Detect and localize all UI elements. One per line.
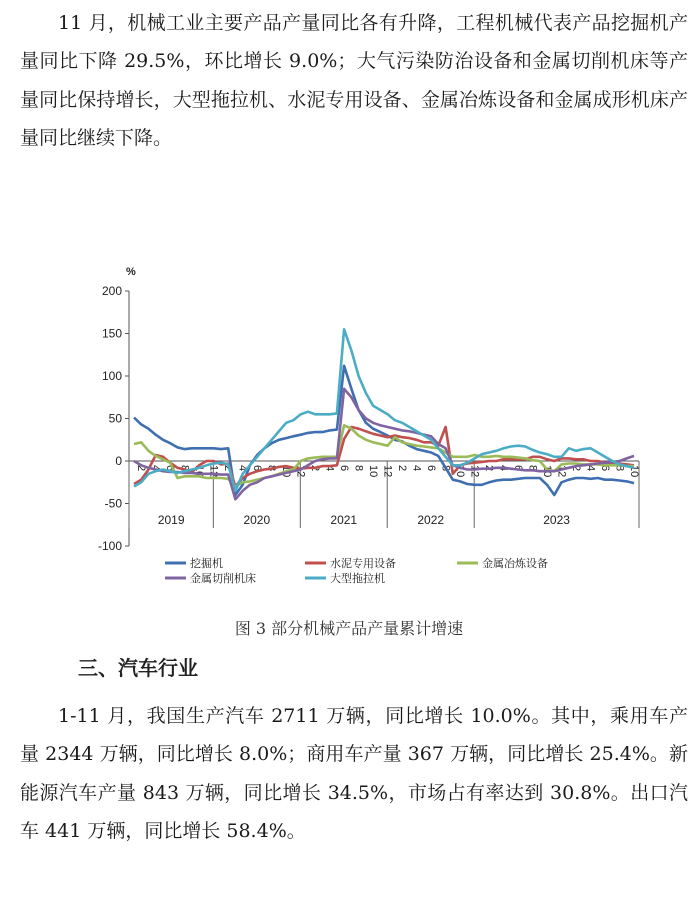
month-tick-label: 10 — [279, 465, 292, 478]
month-tick-label: 10 — [540, 465, 553, 478]
month-tick-label: 4 — [497, 465, 510, 472]
y-tick-label: -50 — [104, 496, 122, 511]
month-tick-label: 12 — [468, 465, 481, 478]
month-tick-label: 12 — [381, 465, 394, 478]
month-tick-label: 4 — [410, 465, 423, 472]
y-tick-label: 200 — [101, 284, 122, 298]
month-tick-label: 8 — [613, 465, 626, 472]
month-tick-label: 6 — [598, 465, 611, 472]
legend-label: 金属切削机床 — [190, 573, 256, 585]
chart-legend — [165, 556, 548, 585]
y-tick-label: 50 — [108, 411, 122, 426]
month-tick-label: 10 — [453, 465, 466, 478]
month-tick-label: 6 — [337, 465, 350, 472]
month-tick-label: 2 — [482, 465, 495, 472]
year-label: 2020 — [243, 513, 271, 527]
intro-paragraph: 11 月，机械工业主要产品产量同比各有升降，工程机械代表产品挖掘机产量同比下降 29.5%，环比增长 9.0%；大气污染防治设备和金属切削机床等产量同比保持增长，大型拖拉机、水泥专用设备、金属冶炼设备和金属成形机床产量同比继续下降。 — [20, 12, 688, 150]
month-tick-label: 2 — [569, 465, 582, 472]
month-tick-label: 4 — [236, 465, 249, 472]
month-tick-label: 10 — [366, 465, 379, 478]
y-tick-label: -100 — [97, 539, 122, 553]
auto-paragraph: 1-11 月，我国生产汽车 2711 万辆，同比增长 10.0%。其中，乘用车产量 2344 万辆，同比增长 8.0%；商用车产量 367 万辆，同比增长 25.4%。新能源汽车产量 843 万辆，同比增长 34.5%，市场占有率达到 30.8%。出口汽车 441 万辆，同比增长 58.4%。 — [20, 705, 688, 843]
legend-label: 挖掘机 — [190, 558, 223, 570]
legend-label: 水泥专用设备 — [330, 558, 396, 570]
month-tick-label: 8 — [178, 465, 191, 472]
year-label: 2021 — [330, 513, 358, 527]
production-growth-chart — [70, 262, 650, 612]
year-label: 2022 — [417, 513, 445, 527]
month-tick-label: 6 — [250, 465, 263, 472]
year-label: 2019 — [157, 513, 185, 527]
month-tick-label: 10 — [627, 465, 640, 478]
month-tick-label: 4 — [584, 465, 597, 472]
month-tick-label: 12 — [555, 465, 568, 478]
month-tick-label: 6 — [424, 465, 437, 472]
y-tick-label: 150 — [101, 326, 122, 341]
y-axis — [98, 284, 129, 553]
month-tick-label: 2 — [395, 465, 408, 472]
month-tick-label: 8 — [352, 465, 365, 472]
month-tick-label: 2 — [221, 465, 234, 472]
legend-label: 金属冶炼设备 — [482, 558, 548, 570]
month-tick-label: 10 — [192, 465, 205, 478]
month-tick-label: 2 — [308, 465, 321, 472]
legend-label: 大型拖拉机 — [330, 573, 385, 585]
year-label: 2023 — [543, 513, 570, 527]
month-tick-label: 4 — [323, 465, 336, 472]
month-tick-label: 6 — [511, 465, 524, 472]
section-heading: 三、汽车行业 — [78, 656, 198, 680]
month-tick-label: 8 — [265, 465, 278, 472]
month-tick-label: 12 — [207, 465, 220, 478]
y-axis-unit-label: % — [126, 266, 136, 278]
month-tick-label: 4 — [149, 465, 162, 472]
month-tick-label: 8 — [439, 465, 452, 472]
month-tick-label: 6 — [163, 465, 176, 472]
x-axis — [129, 461, 640, 528]
month-tick-label: 2 — [135, 465, 147, 472]
month-tick-label: 12 — [294, 465, 307, 478]
figure-caption: 图 3 部分机械产品产量累计增速 — [234, 619, 464, 638]
month-tick-label: 8 — [526, 465, 539, 472]
y-tick-label: 0 — [115, 454, 122, 468]
y-tick-label: 100 — [101, 369, 122, 383]
